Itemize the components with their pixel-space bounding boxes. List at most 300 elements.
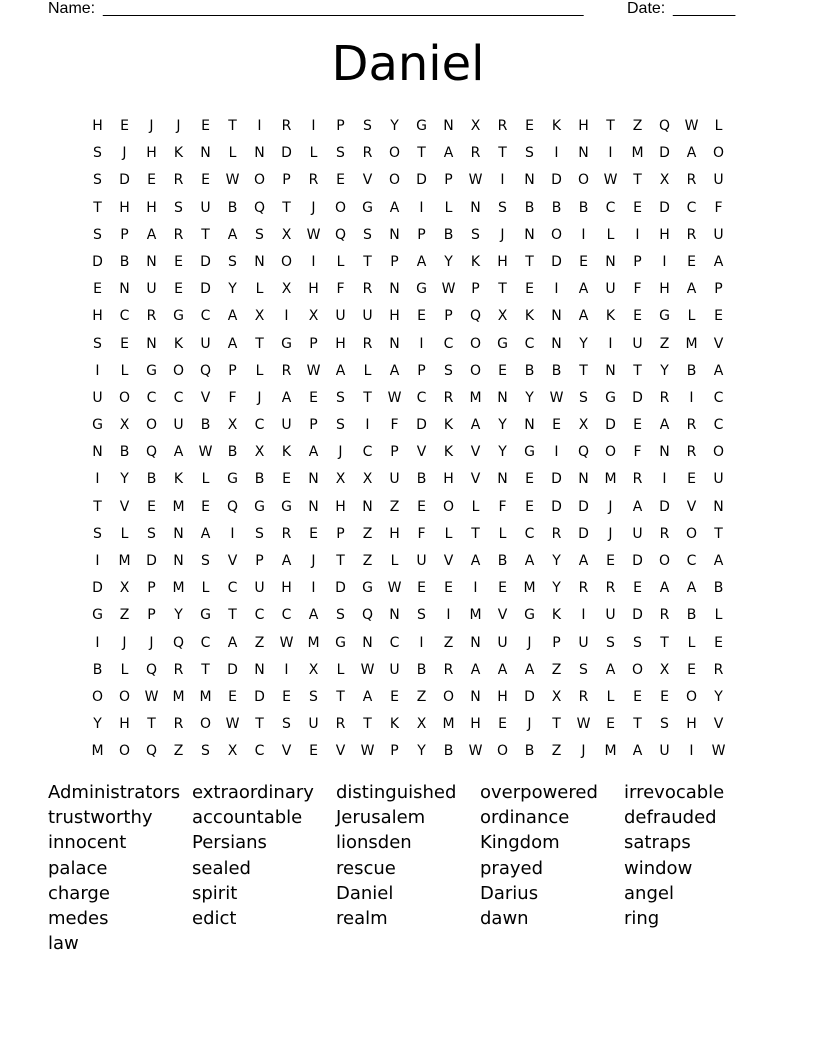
grid-letter: C: [173, 389, 184, 406]
grid-letter: B: [713, 580, 724, 597]
grid-letter: I: [284, 308, 289, 325]
grid-letter: L: [606, 688, 615, 705]
grid-letter: X: [659, 661, 670, 678]
grid-letter: R: [686, 226, 697, 243]
grid-letter: I: [311, 118, 316, 134]
grid-letter: E: [606, 553, 615, 569]
grid-letter: O: [631, 661, 644, 678]
grid-letter: K: [551, 118, 562, 134]
grid-letter: A: [227, 308, 238, 325]
grid-letter: L: [444, 199, 453, 216]
grid-letter: V: [281, 743, 292, 760]
grid-letter: O: [712, 145, 725, 162]
grid-letter: C: [254, 743, 265, 760]
grid-letter: R: [362, 145, 373, 162]
grid-letter: O: [388, 145, 401, 162]
grid-letter: B: [416, 661, 427, 678]
grid-letter: V: [497, 607, 508, 624]
grid-letter: T: [93, 498, 102, 515]
grid-letter: B: [524, 199, 535, 216]
grid-letter: W: [468, 172, 483, 189]
grid-letter: C: [227, 580, 238, 597]
grid-letter: D: [632, 607, 643, 624]
grid-letter: G: [92, 417, 103, 434]
grid-letter: V: [227, 553, 238, 569]
grid-letter: P: [336, 118, 345, 134]
grid-letter: U: [335, 308, 346, 325]
grid-letter: P: [282, 172, 291, 189]
grid-letter: L: [606, 226, 615, 243]
grid-letter: E: [687, 661, 696, 678]
grid-letter: C: [524, 335, 535, 352]
word-list-item: Jerusalem: [336, 807, 426, 829]
grid-letter: U: [308, 716, 319, 733]
grid-letter: T: [201, 226, 210, 243]
grid-letter: F: [336, 281, 345, 298]
grid-letter: R: [659, 389, 670, 406]
grid-letter: U: [146, 281, 157, 298]
grid-letter: U: [578, 634, 589, 651]
grid-letter: C: [713, 417, 724, 434]
grid-letter: R: [578, 580, 589, 597]
grid-letter: S: [363, 226, 372, 243]
grid-letter: N: [92, 444, 103, 461]
grid-letter: Q: [145, 743, 158, 760]
grid-letter: P: [390, 253, 399, 270]
grid-letter: A: [443, 145, 454, 162]
grid-letter: V: [416, 444, 427, 461]
grid-letter: I: [284, 661, 289, 678]
grid-letter: I: [419, 634, 424, 651]
grid-letter: S: [336, 389, 345, 406]
word-list-item: defrauded: [624, 807, 717, 829]
grid-letter: R: [308, 172, 319, 189]
grid-letter: N: [659, 444, 670, 461]
grid-letter: N: [470, 199, 481, 216]
grid-letter: E: [525, 471, 534, 488]
grid-letter: C: [200, 308, 211, 325]
word-list-item: rescue: [336, 857, 396, 879]
grid-letter: T: [93, 199, 102, 216]
grid-letter: E: [444, 580, 453, 597]
grid-letter: A: [686, 145, 697, 162]
grid-letter: P: [147, 580, 156, 597]
grid-letter: I: [581, 226, 586, 243]
grid-letter: M: [469, 607, 482, 624]
grid-letter: N: [119, 281, 130, 298]
grid-letter: C: [254, 607, 265, 624]
grid-letter: O: [442, 498, 455, 515]
grid-letter: R: [713, 661, 724, 678]
grid-letter: I: [500, 172, 505, 189]
grid-letter: B: [119, 253, 130, 270]
grid-letter: J: [338, 444, 343, 461]
grid-letter: F: [498, 498, 507, 515]
grid-letter: R: [632, 471, 643, 488]
grid-letter: V: [470, 471, 481, 488]
grid-letter: N: [605, 362, 616, 379]
grid-letter: G: [335, 634, 346, 651]
grid-letter: C: [443, 335, 454, 352]
grid-letter: K: [173, 145, 184, 162]
grid-letter: X: [335, 471, 346, 488]
grid-letter: P: [417, 362, 426, 379]
word-list-item: law: [48, 933, 79, 955]
grid-letter: C: [416, 389, 427, 406]
grid-letter: Z: [362, 525, 373, 542]
grid-letter: G: [524, 444, 535, 461]
grid-letter: S: [660, 716, 669, 733]
word-list-item: medes: [48, 907, 109, 929]
grid-letter: Z: [551, 661, 562, 678]
grid-letter: E: [390, 688, 399, 705]
grid-letter: E: [201, 172, 210, 189]
grid-letter: S: [309, 688, 318, 705]
grid-letter: W: [225, 716, 240, 733]
grid-letter: S: [336, 145, 345, 162]
word-list-item: palace: [48, 857, 108, 879]
grid-letter: I: [662, 253, 667, 270]
grid-letter: O: [658, 553, 671, 569]
grid-letter: A: [308, 444, 319, 461]
grid-letter: H: [497, 688, 508, 705]
grid-letter: L: [714, 118, 723, 134]
grid-letter: J: [500, 226, 505, 243]
grid-letter: E: [201, 118, 210, 134]
grid-letter: B: [146, 471, 157, 488]
grid-letter: E: [498, 716, 507, 733]
grid-letter: B: [254, 471, 265, 488]
grid-letter: U: [173, 417, 184, 434]
grid-letter: W: [306, 226, 321, 243]
grid-letter: X: [281, 281, 292, 298]
grid-letter: H: [578, 118, 589, 134]
grid-letter: A: [227, 335, 238, 352]
grid-letter: I: [365, 417, 370, 434]
grid-letter: K: [173, 335, 184, 352]
grid-letter: Y: [552, 553, 561, 569]
grid-letter: T: [714, 525, 723, 542]
grid-letter: D: [281, 145, 292, 162]
grid-letter: Z: [173, 743, 184, 760]
grid-letter: M: [604, 471, 617, 488]
word-list-item: prayed: [480, 857, 544, 879]
grid-letter: X: [416, 716, 427, 733]
grid-letter: J: [608, 498, 613, 515]
word-list-item: distinguished: [336, 782, 457, 803]
grid-letter: I: [581, 607, 586, 624]
grid-letter: R: [362, 281, 373, 298]
grid-letter: V: [713, 716, 724, 733]
grid-letter: R: [686, 444, 697, 461]
grid-letter: K: [551, 607, 562, 624]
grid-letter: T: [633, 362, 642, 379]
grid-letter: D: [254, 688, 265, 705]
grid-letter: L: [336, 661, 345, 678]
grid-letter: D: [659, 199, 670, 216]
grid-letter: A: [281, 553, 292, 569]
grid-letter: A: [470, 661, 481, 678]
grid-letter: K: [470, 253, 481, 270]
grid-letter: J: [176, 118, 181, 134]
grid-letter: H: [659, 226, 670, 243]
grid-letter: V: [686, 498, 697, 515]
grid-letter: W: [387, 389, 402, 406]
grid-letter: Q: [226, 498, 239, 515]
grid-letter: W: [144, 688, 159, 705]
grid-letter: K: [605, 308, 616, 325]
grid-letter: B: [119, 444, 130, 461]
grid-letter: N: [389, 335, 400, 352]
grid-letter: R: [551, 525, 562, 542]
grid-letter: S: [201, 743, 210, 760]
word-list-item: dawn: [480, 907, 529, 929]
grid-letter: Y: [660, 362, 669, 379]
grid-letter: D: [119, 172, 130, 189]
grid-letter: I: [662, 471, 667, 488]
grid-letter: E: [633, 688, 642, 705]
grid-letter: D: [632, 389, 643, 406]
grid-letter: N: [470, 634, 481, 651]
grid-letter: P: [444, 172, 453, 189]
grid-letter: A: [173, 444, 184, 461]
grid-letter: O: [172, 362, 185, 379]
grid-letter: V: [362, 172, 373, 189]
grid-letter: P: [120, 226, 129, 243]
grid-letter: N: [470, 688, 481, 705]
grid-letter: M: [631, 145, 644, 162]
grid-letter: V: [335, 743, 346, 760]
grid-letter: N: [524, 417, 535, 434]
grid-letter: W: [198, 444, 213, 461]
grid-letter: S: [336, 607, 345, 624]
grid-letter: P: [444, 308, 453, 325]
grid-letter: D: [200, 253, 211, 270]
grid-letter: Y: [579, 335, 588, 352]
grid-letter: B: [686, 362, 697, 379]
grid-letter: E: [660, 688, 669, 705]
grid-letter: A: [659, 580, 670, 597]
grid-letter: I: [95, 634, 100, 651]
grid-letter: E: [579, 253, 588, 270]
grid-letter: F: [228, 389, 237, 406]
grid-letter: O: [334, 199, 347, 216]
grid-letter: Y: [714, 688, 723, 705]
grid-letter: O: [145, 417, 158, 434]
grid-letter: O: [550, 226, 563, 243]
grid-letter: E: [525, 118, 534, 134]
grid-letter: B: [443, 743, 454, 760]
grid-letter: O: [442, 688, 455, 705]
grid-letter: R: [281, 362, 292, 379]
grid-letter: E: [714, 634, 723, 651]
grid-letter: C: [605, 199, 616, 216]
grid-letter: W: [603, 172, 618, 189]
grid-letter: F: [633, 281, 642, 298]
grid-letter: C: [524, 525, 535, 542]
grid-letter: D: [551, 498, 562, 515]
grid-letter: N: [254, 253, 265, 270]
grid-letter: M: [307, 634, 320, 651]
grid-letter: H: [659, 281, 670, 298]
grid-letter: G: [416, 281, 427, 298]
word-list-item: irrevocable: [624, 782, 725, 803]
grid-letter: V: [713, 335, 724, 352]
grid-letter: E: [147, 172, 156, 189]
word-list: [48, 780, 768, 956]
grid-letter: E: [417, 308, 426, 325]
grid-letter: N: [443, 118, 454, 134]
grid-letter: E: [525, 498, 534, 515]
grid-letter: T: [552, 716, 561, 733]
grid-letter: K: [173, 471, 184, 488]
grid-letter: T: [282, 199, 291, 216]
word-list-item: edict: [192, 907, 237, 929]
grid-letter: D: [605, 417, 616, 434]
grid-letter: W: [549, 389, 564, 406]
grid-letter: S: [255, 525, 264, 542]
grid-letter: J: [311, 199, 316, 216]
grid-letter: U: [713, 226, 724, 243]
grid-letter: D: [578, 498, 589, 515]
grid-letter: L: [714, 607, 723, 624]
grid-letter: R: [281, 118, 292, 134]
grid-letter: D: [200, 281, 211, 298]
grid-letter: D: [659, 145, 670, 162]
grid-letter: U: [254, 580, 265, 597]
grid-letter: C: [254, 417, 265, 434]
date-label: Date:: [627, 0, 666, 17]
grid-letter: D: [578, 525, 589, 542]
grid-letter: R: [605, 580, 616, 597]
grid-letter: Z: [551, 743, 562, 760]
grid-letter: N: [578, 471, 589, 488]
grid-letter: X: [308, 661, 319, 678]
grid-letter: C: [119, 308, 130, 325]
grid-letter: A: [497, 661, 508, 678]
grid-letter: E: [525, 281, 534, 298]
grid-letter: R: [686, 417, 697, 434]
grid-letter: D: [92, 253, 103, 270]
grid-letter: T: [498, 145, 507, 162]
grid-letter: Q: [172, 634, 185, 651]
grid-letter: E: [498, 580, 507, 597]
grid-letter: Y: [525, 389, 534, 406]
grid-letter: A: [281, 389, 292, 406]
grid-letter: E: [147, 498, 156, 515]
grid-letter: U: [92, 389, 103, 406]
grid-letter: A: [713, 362, 724, 379]
grid-letter: X: [470, 118, 481, 134]
grid-letter: N: [308, 498, 319, 515]
grid-letter: O: [496, 743, 509, 760]
grid-letter: L: [201, 471, 210, 488]
grid-letter: A: [362, 688, 373, 705]
grid-letter: L: [687, 634, 696, 651]
grid-letter: A: [686, 580, 697, 597]
grid-letter: B: [551, 362, 562, 379]
grid-letter: B: [524, 743, 535, 760]
grid-letter: N: [146, 253, 157, 270]
grid-letter: T: [147, 716, 156, 733]
grid-letter: S: [93, 145, 102, 162]
grid-letter: G: [281, 335, 292, 352]
grid-letter: D: [146, 553, 157, 569]
grid-letter: B: [443, 226, 454, 243]
grid-letter: N: [551, 335, 562, 352]
grid-letter: T: [498, 281, 507, 298]
grid-letter: P: [309, 335, 318, 352]
grid-letter: N: [497, 471, 508, 488]
grid-letter: N: [173, 525, 184, 542]
grid-letter: R: [173, 172, 184, 189]
grid-letter: G: [362, 580, 373, 597]
word-list-item: Darius: [480, 882, 539, 904]
grid-letter: E: [633, 580, 642, 597]
grid-letter: S: [93, 525, 102, 542]
grid-letter: L: [471, 498, 480, 515]
grid-letter: N: [524, 172, 535, 189]
grid-letter: A: [146, 226, 157, 243]
word-list-item: innocent: [48, 832, 127, 854]
grid-letter: I: [689, 743, 694, 760]
grid-letter: D: [335, 580, 346, 597]
word-list-item: window: [624, 857, 693, 879]
grid-letter: J: [149, 118, 154, 134]
grid-letter: M: [442, 716, 455, 733]
grid-letter: E: [633, 308, 642, 325]
grid-letter: A: [578, 308, 589, 325]
grid-letter: E: [201, 498, 210, 515]
grid-letter: Z: [443, 634, 454, 651]
grid-letter: E: [309, 743, 318, 760]
grid-letter: M: [172, 498, 185, 515]
grid-letter: T: [363, 389, 372, 406]
grid-letter: T: [201, 661, 210, 678]
worksheet-header: [48, 0, 748, 20]
grid-letter: L: [390, 553, 399, 569]
grid-letter: R: [443, 661, 454, 678]
grid-letter: N: [551, 308, 562, 325]
grid-letter: I: [473, 580, 478, 597]
grid-letter: T: [363, 716, 372, 733]
grid-letter: W: [684, 118, 699, 134]
grid-letter: W: [711, 743, 726, 760]
grid-letter: A: [416, 253, 427, 270]
grid-letter: M: [172, 580, 185, 597]
grid-letter: S: [228, 253, 237, 270]
grid-letter: B: [497, 553, 508, 569]
grid-letter: G: [497, 335, 508, 352]
grid-letter: R: [497, 118, 508, 134]
grid-letter: Y: [417, 743, 426, 760]
grid-letter: I: [419, 199, 424, 216]
grid-letter: T: [606, 118, 615, 134]
grid-letter: S: [498, 199, 507, 216]
grid-letter: M: [118, 553, 131, 569]
grid-letter: N: [605, 253, 616, 270]
grid-letter: E: [417, 498, 426, 515]
grid-letter: D: [227, 661, 238, 678]
grid-letter: M: [685, 335, 698, 352]
grid-letter: G: [605, 389, 616, 406]
grid-letter: B: [578, 199, 589, 216]
grid-letter: X: [551, 688, 562, 705]
grid-letter: R: [659, 607, 670, 624]
grid-letter: A: [335, 362, 346, 379]
grid-letter: E: [309, 525, 318, 542]
grid-letter: V: [119, 498, 130, 515]
